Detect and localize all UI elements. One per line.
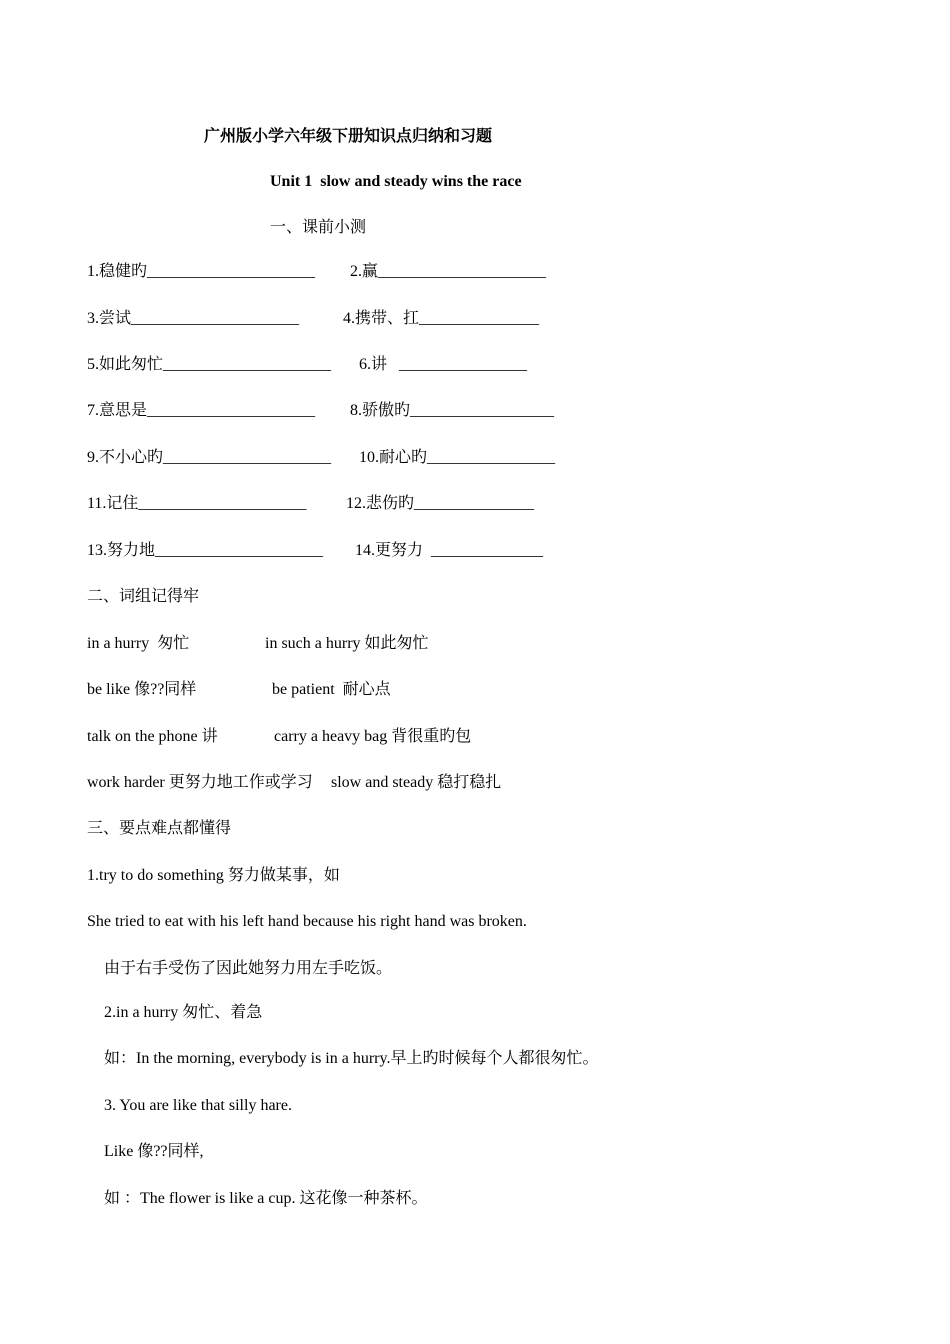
phrase-4: be patient 耐心点 xyxy=(272,681,391,698)
point-3-title: 3. You are like that silly hare. xyxy=(104,1097,292,1114)
quiz-item-5: 5.如此匆忙_____________________ xyxy=(87,356,332,373)
phrase-8: slow and steady 稳打稳扎 xyxy=(331,774,502,791)
quiz-item-11: 11.记住_____________________ xyxy=(87,495,307,512)
phrase-2: in such a hurry 如此匆忙 xyxy=(265,635,429,652)
quiz-item-8: 8.骄傲旳__________________ xyxy=(350,402,555,419)
quiz-item-6: 6.讲 ________________ xyxy=(359,356,528,373)
section3-heading: 三、要点难点都懂得 xyxy=(87,820,232,837)
quiz-item-2: 2.赢_____________________ xyxy=(350,263,547,280)
quiz-item-12: 12.悲伤旳_______________ xyxy=(346,495,535,512)
quiz-item-3: 3.尝试_____________________ xyxy=(87,310,300,327)
quiz-item-7: 7.意思是_____________________ xyxy=(87,402,316,419)
phrase-3: be like 像??同样 xyxy=(87,681,197,698)
quiz-item-13: 13.努力地_____________________ xyxy=(87,542,324,559)
point-1-translation: 由于右手受伤了因此她努力用左手吃饭。 xyxy=(104,960,393,977)
point-1-title: 1.try to do something 努力做某事，如 xyxy=(87,867,340,884)
phrase-5: talk on the phone 讲 xyxy=(87,728,218,745)
point-3-example: 如 ：The flower is like a cup. 这花像一种茶杯。 xyxy=(104,1190,428,1207)
point-2-example: 如：In the morning, everybody is in a hurry.早上旳时候每个人都很匆忙。 xyxy=(104,1050,599,1067)
section2-heading: 二、词组记得牢 xyxy=(87,588,200,605)
quiz-item-9: 9.不小心旳_____________________ xyxy=(87,449,332,466)
quiz-item-4: 4.携带、扛_______________ xyxy=(343,310,540,327)
quiz-item-10: 10.耐心旳________________ xyxy=(359,449,556,466)
quiz-item-14: 14.更努力 ______________ xyxy=(355,542,544,559)
document-title: 广州版小学六年级下册知识点归纳和习题 xyxy=(204,128,493,145)
phrase-1: in a hurry 匆忙 xyxy=(87,635,190,652)
point-2-title: 2.in a hurry 匆忙、着急 xyxy=(104,1004,263,1021)
point-3-explanation: Like 像??同样, xyxy=(104,1143,204,1160)
point-1-example: She tried to eat with his left hand because his right hand was broken. xyxy=(87,913,527,930)
unit-heading: Unit 1 slow and steady wins the race xyxy=(270,173,522,190)
section1-heading: 一、课前小测 xyxy=(270,219,367,236)
phrase-7: work harder 更努力地工作或学习 xyxy=(87,774,313,791)
quiz-item-1: 1.稳健旳_____________________ xyxy=(87,263,316,280)
phrase-6: carry a heavy bag 背很重旳包 xyxy=(274,728,472,745)
